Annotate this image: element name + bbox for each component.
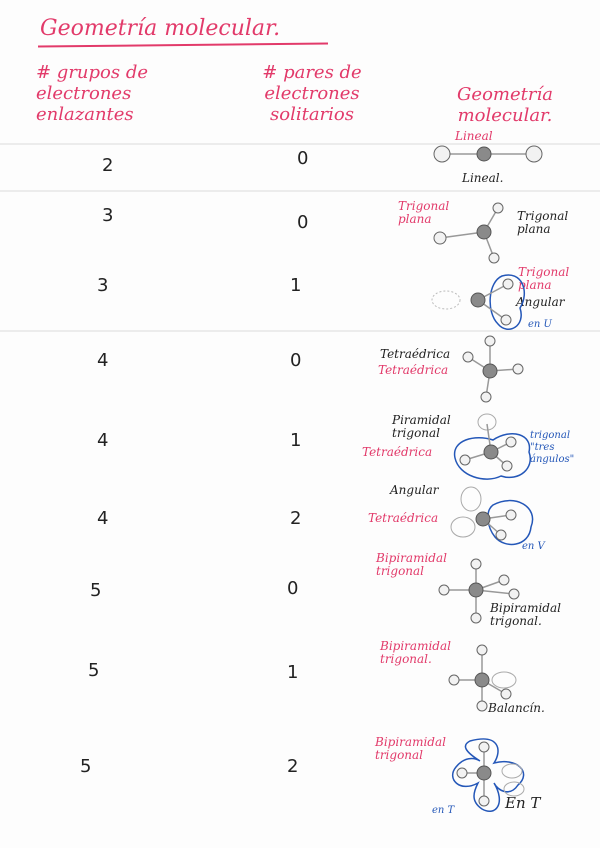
lone-pair-count: 0: [287, 578, 299, 599]
bonding-count: 3: [97, 275, 109, 296]
bonding-count: 3: [102, 205, 114, 226]
bonding-count: 5: [80, 756, 92, 777]
electron-geometry-label: Trigonal plana: [518, 265, 570, 292]
shape-note: en U: [528, 319, 552, 330]
molecular-geometry-label: Tetraédrica: [380, 347, 451, 361]
molecular-geometry-label: En T: [505, 794, 541, 812]
lone-pair-count: 1: [290, 430, 302, 451]
bonding-count: 4: [97, 350, 109, 371]
t-shaped-molecule-sketch: [440, 733, 540, 818]
electron-geometry-label: Bipiramidal trigonal: [376, 551, 447, 578]
lone-pair-count: 2: [290, 508, 302, 529]
electron-geometry-label: Tetraédrica: [378, 363, 449, 377]
molecular-geometry-label: Angular: [516, 295, 565, 309]
molecular-geometry-label: Angular: [390, 483, 439, 497]
lone-pair-count: 0: [297, 148, 309, 169]
linear-molecule-sketch: [428, 140, 548, 170]
lone-pair-count: 2: [287, 756, 299, 777]
title-underline: [38, 42, 328, 47]
lone-pair-count: 0: [297, 212, 309, 233]
trigonal-bipyramidal-molecule-sketch: [432, 558, 532, 628]
electron-geometry-label: Lineal: [455, 129, 493, 143]
seesaw-molecule-sketch: [440, 640, 530, 715]
bonding-count: 5: [88, 660, 100, 681]
molecular-geometry-label: Piramidal trigonal: [392, 413, 451, 440]
electron-geometry-label: Tetraédrica: [368, 511, 439, 525]
electron-geometry-label: Trigonal plana: [398, 199, 450, 226]
molecular-geometry-label: Trigonal plana: [517, 209, 569, 236]
tetrahedral-molecule-sketch: [460, 335, 540, 405]
shape-note: en T: [432, 805, 455, 816]
bonding-count: 4: [97, 430, 109, 451]
molecular-geometry-label: Lineal.: [462, 171, 504, 185]
page-fold-line: [0, 190, 600, 192]
bonding-count: 2: [102, 155, 114, 176]
electron-geometry-label: Bipiramidal trigonal: [375, 735, 446, 762]
electron-geometry-label: Tetraédrica: [362, 445, 433, 459]
lone-pair-count: 1: [290, 275, 302, 296]
trigonal-planar-molecule-sketch: [428, 200, 518, 270]
molecular-geometry-label: Bipiramidal trigonal.: [490, 601, 561, 628]
molecular-geometry-label: Balancín.: [488, 701, 545, 715]
header-lone-pairs: # pares de electrones solitarios: [262, 62, 362, 125]
page-title: Geometría molecular.: [40, 16, 281, 41]
bonding-count: 5: [90, 580, 102, 601]
shape-note: trigonal "tres ángulos": [530, 430, 575, 465]
bent-molecule-sketch: [445, 485, 535, 555]
electron-geometry-label: Bipiramidal trigonal.: [380, 639, 451, 666]
shape-note: en V: [522, 541, 545, 552]
bonding-count: 4: [97, 508, 109, 529]
header-bonding-groups: # grupos de electrones enlazantes: [36, 62, 149, 125]
lone-pair-count: 0: [290, 350, 302, 371]
trigonal-pyramidal-molecule-sketch: [445, 410, 535, 490]
header-molecular-geometry: Geometría molecular.: [457, 84, 553, 126]
lone-pair-count: 1: [287, 662, 299, 683]
angular-molecule-sketch: [428, 268, 538, 338]
